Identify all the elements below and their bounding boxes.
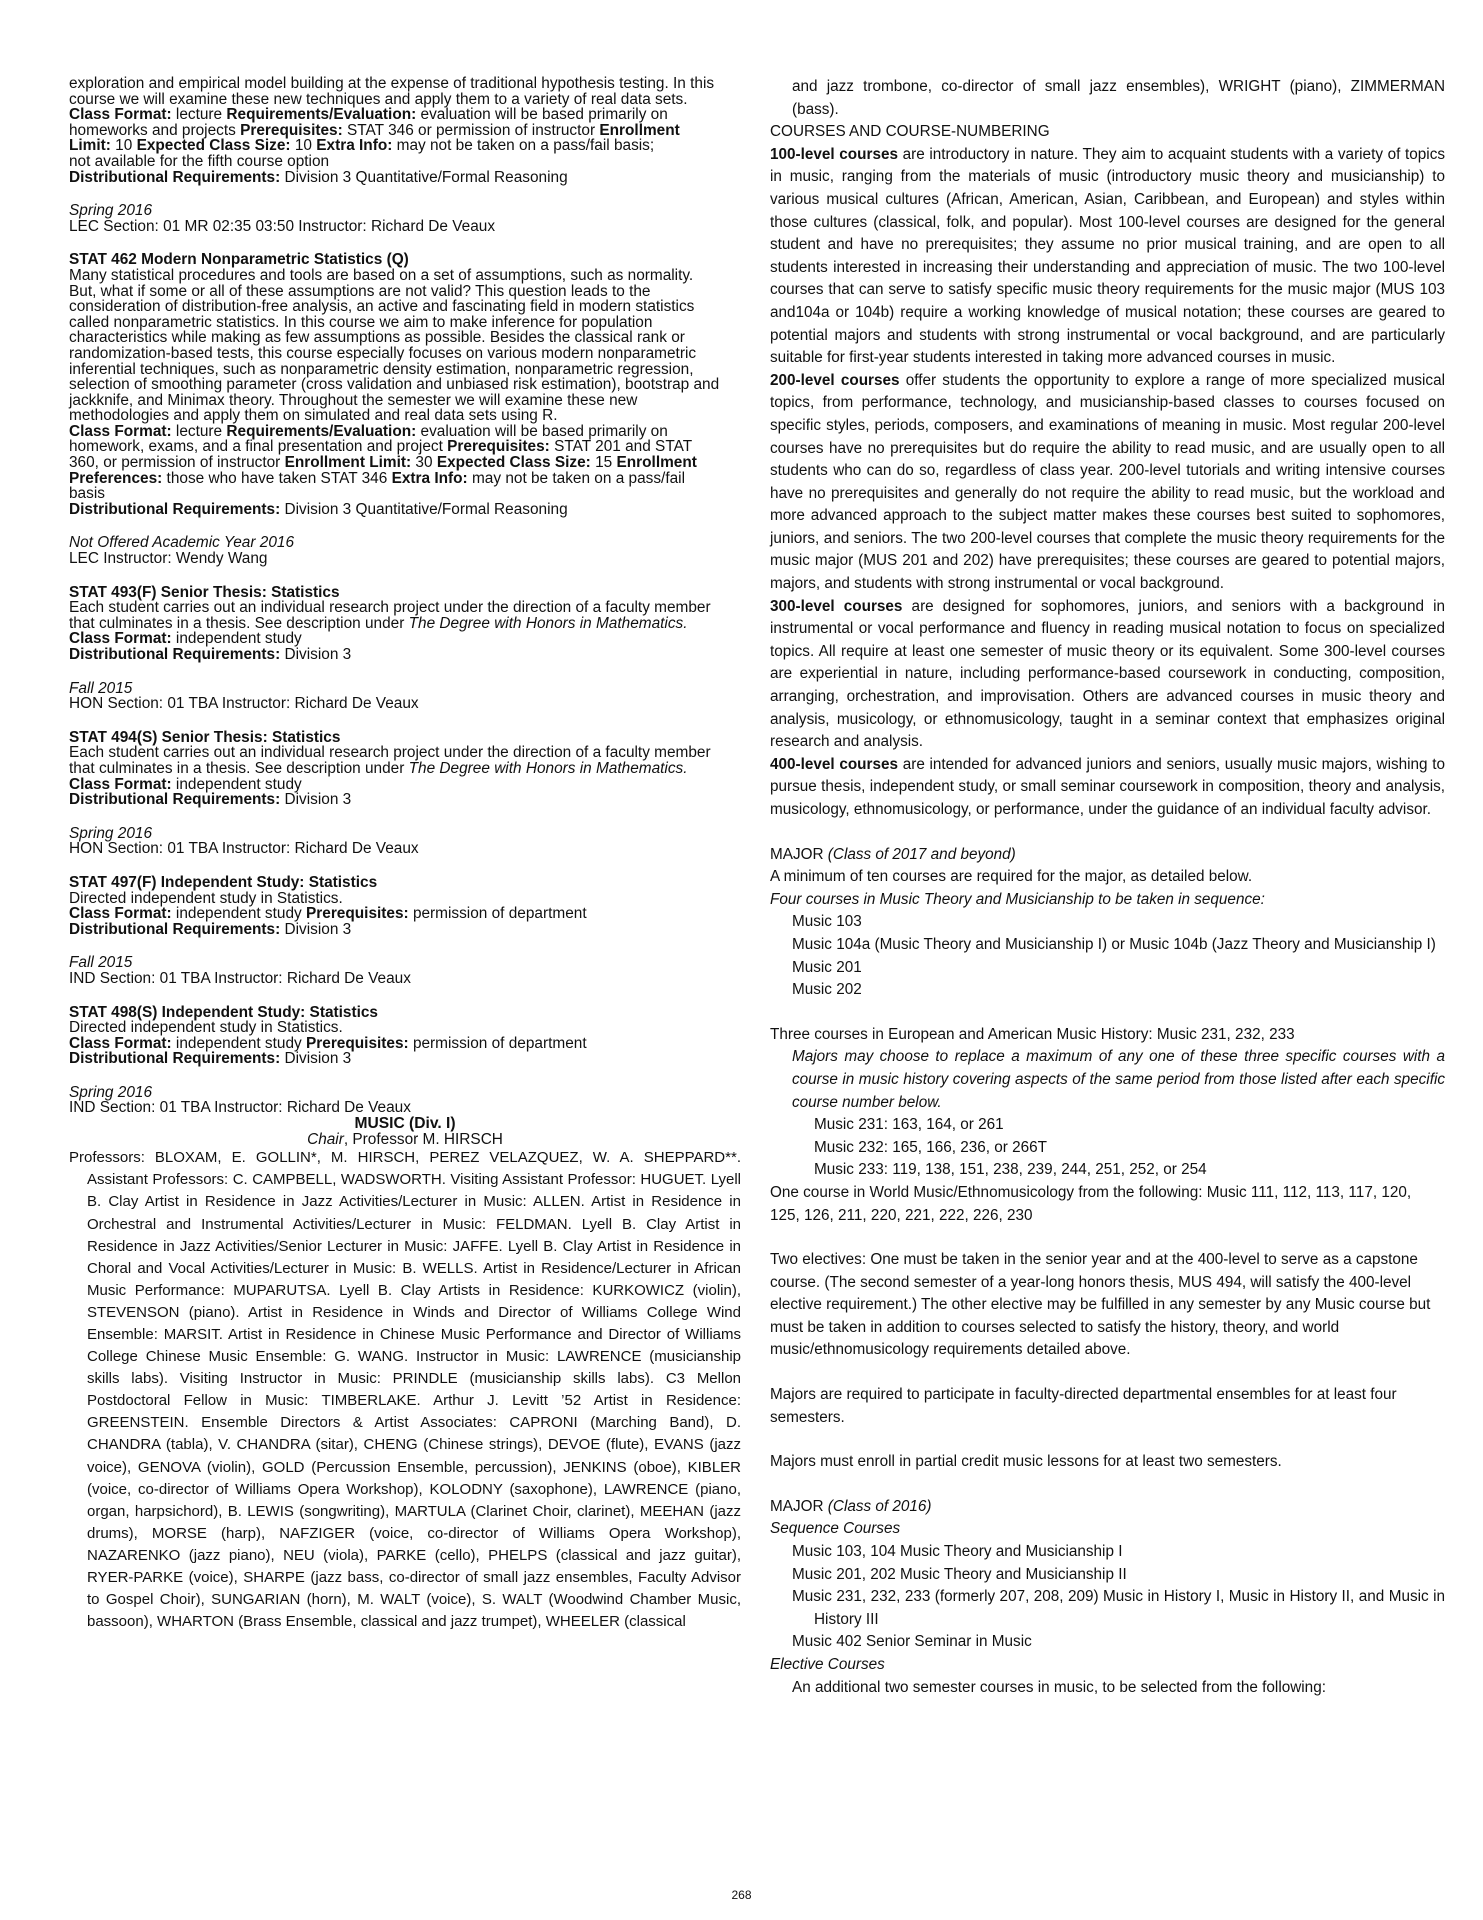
course-desc-line: consideration of distribution-free analysis, an active and fascinating field in modern statistics	[69, 298, 695, 316]
term: Spring 2016	[69, 824, 153, 842]
electives-requirement: Two electives: One must be taken in the senior year and at the 400-level to serve as a capstone course. (The second semester of a year-long honors thesis, MUS 494, will satisfy the 400-level elective requirement.) The other elective may be fulfilled in any semester by any Music course but must be taken in addition to courses selected to satisfy the history, theory, and world music/ethnomusicology requirements detailed above.	[770, 1251, 1431, 1359]
section-line: LEC Section: 01 MR 02:35 03:50 Instructor: Richard De Veaux	[69, 217, 496, 235]
course-desc-line: inferential techniques, such as nonparametric density estimation, nonparametric regression,	[69, 360, 694, 378]
major-minimum: A minimum of ten courses are required for the major, as detailed below.	[770, 868, 1253, 886]
history-note: Majors may choose to replace a maximum of any one of these three specific courses with a course in music history covering aspects of the same period from those listed after each specific course number below.	[792, 1048, 1445, 1111]
course-desc-line: Each student carries out an individual research project under the direction of a faculty member	[69, 599, 711, 617]
course-desc-line: methodologies and apply them on simulated and real data sets using R.	[69, 407, 558, 425]
faculty-list: Professors: BLOXAM, E. GOLLIN*, M. HIRSCH, PEREZ VELAZQUEZ, W. A. SHEPPARD**. Assistant Professors: C. CAMPBELL, WADSWORTH. Visiting Assistant Professor: HUGUET. Lyell B. Clay Artist in Residence in Jazz Activities/Lecturer in Music: ALLEN. Artist in Residence in Orchestral and Instrumental Activities/Lecturer in Music: FELDMAN. Lyell B. Clay Artist in Residence in Jazz Activities/Senior Lecturer in Music: JAFFE. Lyell B. Clay Artist in Residence in Choral and Vocal Activities/Lecturer in Music: B. WELLS. Artist in Residence/Lecturer in African Music Performance: MUPARUTSA. Lyell B. Clay Artists in Residence: KURKOWICZ (violin), STEVENSON (piano). Artist in Residence in Winds and Director of Williams College Wind Ensemble: MARSIT. Artist in Residence in Chinese Music Performance and Director of Williams College Chinese Music Ensemble: G. WANG. Instructor in Music: LAWRENCE (musicianship skills labs). Visiting Instructor in Music: PRINDLE (musicianship skills labs). C3 Mellon Postdoctoral Fellow in Music: TIMBERLAKE. Arthur J. Levitt ’52 Artist in Residence: GREENSTEIN. Ensemble Directors & Artist Associates: CAPRONI (Marching Band), D. CHANDRA (tabla), V. CHANDRA (sitar), CHENG (Chinese strings), DEVOE (flute), EVANS (jazz voice), GENOVA (violin), GOLD (Percussion Ensemble, percussion), JENKINS (oboe), KIBLER (voice, co-director of Williams Opera Workshop), KOLODNY (saxophone), LAWRENCE (piano, organ, harpsichord), B. LEWIS (songwriting), MARTULA (Clarinet Choir, clarinet), MEEHAN (jazz drums), MORSE (harp), NAFZIGER (voice, co-director of Williams Opera Workshop), NAZARENKO (jazz piano), NEU (viola), PARKE (cello), PHELPS (classical and jazz guitar), RYER-PARKE (voice), SHARPE (jazz bass, co-director of small jazz ensembles, Faculty Advisor to Gospel Choir), SUNGARIAN (horn), M. WALT (voice), S. WALT (Woodwind Chamber Music, bassoon), WHARTON (Brass Ensemble, classical and jazz trumpet), WHEELER (classical	[69, 1149, 741, 1631]
intro-line: exploration and empirical model building at the expense of traditional hypothesis testing. In this	[69, 75, 715, 92]
course-desc-line: Many statistical procedures and tools are based on a set of assumptions, such as normality.	[69, 266, 694, 284]
intro-line: course we will examine these new techniques and apply them to a variety of real data sets.	[69, 90, 688, 108]
sequence-course: Music 103, 104 Music Theory and Musicianship I	[792, 1543, 1123, 1561]
right-column	[770, 76, 1445, 1699]
class-format-line: Class Format: lecture Requirements/Evaluation: evaluation will be based primarily on	[69, 422, 668, 440]
extra-line: basis	[69, 485, 105, 503]
sequence-course: Music 201, 202 Music Theory and Musicianship II	[792, 1565, 1127, 1583]
page-number: 268	[731, 1888, 752, 1902]
course-title: STAT 462 Modern Nonparametric Statistics (Q)	[69, 251, 409, 269]
course-desc-line: that culminates in a thesis. See description under The Degree with Honors in Mathematics.	[69, 759, 688, 777]
term: Not Offered Academic Year 2016	[69, 534, 295, 552]
major-2016-heading: MAJOR (Class of 2016)	[770, 1497, 932, 1515]
course-desc-line: that culminates in a thesis. See description under The Degree with Honors in Mathematics.	[69, 614, 688, 632]
prereq-line: homeworks and projects Prerequisites: STAT 346 or permission of instructor Enrollment	[69, 121, 680, 139]
elective-text: An additional two semester courses in music, to be selected from the following:	[792, 1678, 1326, 1696]
history-course: Music 231: 163, 164, or 261	[814, 1116, 1004, 1134]
prereq-line: homework, exams, and a final presentation and project Prerequisites: STAT 201 and STAT	[69, 438, 693, 456]
chair-line: Chair, Professor M. HIRSCH	[307, 1130, 503, 1148]
term: Spring 2016	[69, 1083, 153, 1101]
course-desc-line: called nonparametric statistics. In this course we aim to make inference for population	[69, 313, 653, 331]
class-format-line: Class Format: independent study Prerequisites: permission of department	[69, 1034, 587, 1052]
distribution-line: Distributional Requirements: Division 3	[69, 791, 352, 809]
theory-course: Music 202	[792, 981, 862, 999]
left-column	[69, 76, 741, 1633]
history-intro: Three courses in European and American Music History: Music 231, 232, 233	[770, 1025, 1295, 1043]
course-desc-line: Directed independent study in Statistics.	[69, 1019, 343, 1037]
section-line: LEC Instructor: Wendy Wang	[69, 550, 268, 568]
level-200-paragraph: 200-level courses offer students the opportunity to explore a range of more specialized musical topics, from performance, technology, and musicianship-based classes to courses focused on specific styles, periods, composers, and examinations of meaning in music. Most regular 200-level courses have no prerequisites but do require the ability to read music, and are usually open to all students who can do so, regardless of class year. 200-level tutorials and writing intensive courses have no prerequisites and generally do not require the ability to read music, but the workload and more advanced approach to the subject matter makes these courses best suited to sophomores, juniors, and seniors. The two 200-level courses that complete the music theory requirements for the music major (MUS 201 and 202) have prerequisites; these courses are geared to potential majors, majors, and students with strong instrumental or vocal background.	[770, 371, 1445, 593]
history-course: Music 233: 119, 138, 151, 238, 239, 244, 251, 252, or 254	[814, 1161, 1207, 1179]
sequence-label: Sequence Courses	[770, 1520, 901, 1538]
limit-line: 360, or permission of instructor Enrollment Limit: 30 Expected Class Size: 15 Enrollment	[69, 454, 697, 472]
class-format-line: Class Format: independent study Prerequisites: permission of department	[69, 905, 587, 923]
faculty-continued: and jazz trombone, co-director of small jazz ensembles), WRIGHT (piano), ZIMMERMAN (bass).	[792, 78, 1445, 118]
courses-heading: COURSES AND COURSE-NUMBERING	[770, 123, 1050, 141]
class-format-line: Class Format: independent study	[69, 775, 302, 793]
preferences-line: Preferences: those who have taken STAT 346 Extra Info: may not be taken on a pass/fail	[69, 469, 686, 487]
course-title: STAT 494(S) Senior Thesis: Statistics	[69, 728, 341, 746]
theory-course: Music 104a (Music Theory and Musicianship I) or Music 104b (Jazz Theory and Musicianship I)	[792, 935, 1436, 953]
course-desc-line: But, what if some or all of these assumptions are not valid? This question leads to the	[69, 282, 651, 300]
world-music-requirement: One course in World Music/Ethnomusicology from the following: Music 111, 112, 113, 117, 120, 125, 126, 211, 220, 221, 222, 226, 230	[770, 1183, 1412, 1224]
distribution-line: Distributional Requirements: Division 3 Quantitative/Formal Reasoning	[69, 168, 568, 186]
sequence-course: Music 231, 232, 233 (formerly 207, 208, 209) Music in History I, Music in History II, and Music in History III	[792, 1588, 1445, 1628]
course-desc-line: Directed independent study in Statistics.	[69, 889, 343, 907]
section-line: HON Section: 01 TBA Instructor: Richard De Veaux	[69, 695, 419, 713]
elective-label: Elective Courses	[770, 1656, 885, 1673]
term: Fall 2015	[69, 954, 133, 972]
level-300-paragraph: 300-level courses are designed for sophomores, juniors, and seniors with a background in instrumental or vocal performance and fluency in reading musical notation to focus on specialized topics. All require at least one semester of music theory or its equivalent. Some 300-level courses are experiential in nature, including performance-based coursework in conducting, composition, arranging, orchestration, and improvisation. Others are advanced courses in music theory and analysis, musicology, or ethnomusicology, taught in a seminar context that emphasizes original research and analysis.	[770, 597, 1445, 751]
extra-line: not available for the fifth course option	[69, 152, 330, 170]
ensembles-requirement: Majors are required to participate in faculty-directed departmental ensembles for at least four semesters.	[770, 1386, 1397, 1426]
theory-course: Music 103	[792, 913, 862, 931]
course-title: STAT 493(F) Senior Thesis: Statistics	[69, 583, 340, 601]
course-desc-line: selection of smoothing parameter (cross validation and unbiased risk estimation), bootstrap and	[69, 376, 720, 394]
theory-intro: Four courses in Music Theory and Musicianship to be taken in sequence:	[770, 890, 1265, 908]
distribution-line: Distributional Requirements: Division 3	[69, 646, 352, 663]
history-course: Music 232: 165, 166, 236, or 266T	[814, 1138, 1048, 1156]
class-format-line: Class Format: lecture Requirements/Evaluation: evaluation will be based primarily on	[69, 106, 668, 124]
level-400-paragraph: 400-level courses are intended for advanced juniors and seniors, usually music majors, wishing to pursue thesis, independent study, or small seminar coursework in composition, theory and analysis, musicology, ethnomusicology, or performance, under the guidance of an individual faculty advisor.	[770, 755, 1446, 818]
course-desc-line: randomization-based tests, this course especially focuses on various modern nonparametric	[69, 344, 697, 362]
major-2017-heading: MAJOR (Class of 2017 and beyond)	[770, 845, 1016, 863]
level-100-paragraph: 100-level courses are introductory in nature. They aim to acquaint students with a variety of topics in music, ranging from the materials of music (introductory music theory and musicianship) to various musical cultures (African, American, Asian, Caribbean, and European) and styles within those cultures (classical, folk, and popular). Most 100-level courses are designed for the general student and have no prerequisites; they assume no prior musical training, and are open to all students interested in increasing their understanding and appreciation of music. The two 100-level courses that can serve to satisfy specific music theory requirements for the music major (MUS 103 and104a or 104b) require a working knowledge of musical notation; these courses are geared to potential majors and students with strong instrumental or vocal background, and are particularly suitable for first-year students interested in taking more advanced courses in music.	[770, 145, 1445, 367]
section-line: IND Section: 01 TBA Instructor: Richard De Veaux	[69, 1099, 411, 1117]
distribution-line: Distributional Requirements: Division 3	[69, 1050, 352, 1068]
class-format-line: Class Format: independent study	[69, 630, 302, 648]
limit-line: Limit: 10 Expected Class Size: 10 Extra Info: may not be taken on a pass/fail basis;	[69, 137, 655, 155]
section-line: IND Section: 01 TBA Instructor: Richard De Veaux	[69, 969, 411, 987]
department-heading: MUSIC (Div. I)	[354, 1115, 456, 1133]
distribution-line: Distributional Requirements: Division 3 Quantitative/Formal Reasoning	[69, 500, 568, 518]
course-title: STAT 498(S) Independent Study: Statistics	[69, 1003, 378, 1021]
course-desc-line: jackknife, and Minimax theory. Throughout the semester we will examine these new	[69, 391, 638, 409]
lessons-requirement: Majors must enroll in partial credit music lessons for at least two semesters.	[770, 1453, 1282, 1471]
distribution-line: Distributional Requirements: Division 3	[69, 920, 352, 938]
term: Spring 2016	[69, 202, 153, 220]
course-desc-line: characteristics while making as few assumptions as possible. Besides the classical rank or	[69, 329, 685, 347]
course-title: STAT 497(F) Independent Study: Statistics	[69, 873, 378, 891]
term: Fall 2015	[69, 679, 133, 697]
sequence-course: Music 402 Senior Seminar in Music	[792, 1633, 1032, 1651]
theory-course: Music 201	[792, 958, 862, 976]
section-line: HON Section: 01 TBA Instructor: Richard De Veaux	[69, 840, 419, 858]
course-desc-line: Each student carries out an individual research project under the direction of a faculty member	[69, 744, 711, 762]
